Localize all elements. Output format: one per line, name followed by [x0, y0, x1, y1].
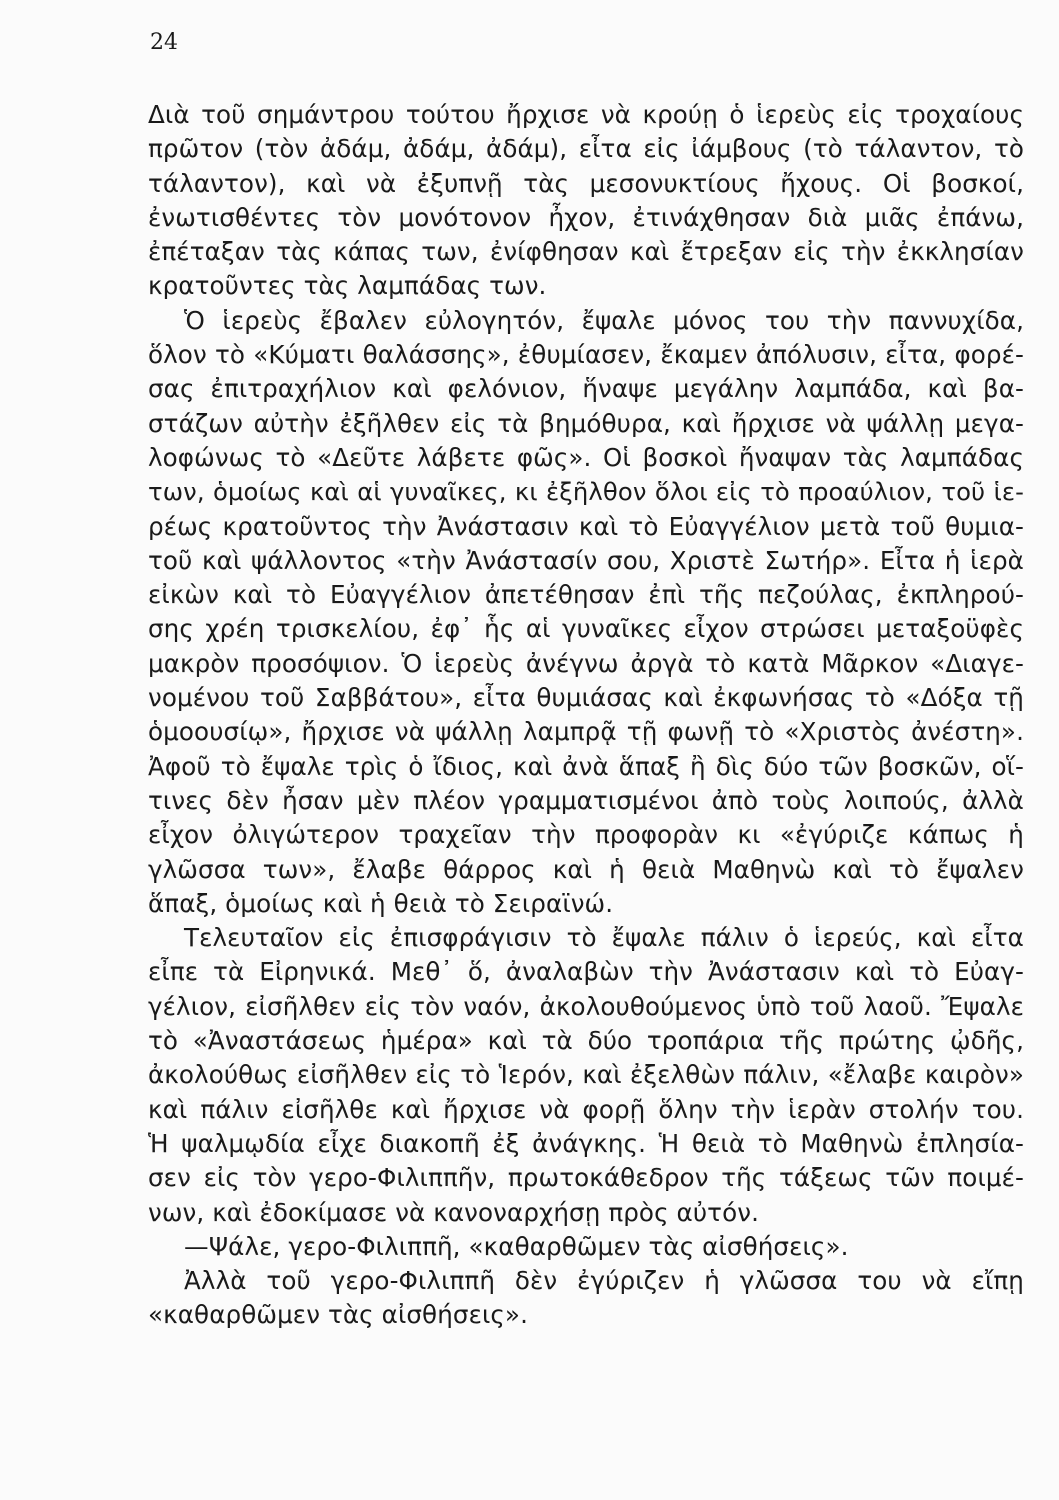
text-line: γλῶσσα των», ἔλαβε θάρρος καὶ ἡ θειὰ Μαθηνὼ καὶ τὸ ἔψαλεν	[148, 854, 1024, 884]
text-line: γέλιον, εἰσῆλθεν εἰς τὸν ναόν, ἀκολουθούμενος ὑπὸ τοῦ λαοῦ. Ἔψαλε	[148, 991, 1024, 1021]
text-line: «καθαρθῶμεν τὰς αἰσθήσεις».	[148, 1300, 528, 1330]
text-line: τινες δὲν ἦσαν μὲν πλέον γραμματισμένοι ἀπὸ τοὺς λοιπούς, ἀλλὰ	[148, 785, 1024, 815]
text-line: λοφώνως τὸ «Δεῦτε λάβετε φῶς». Οἱ βοσκοὶ ἤναψαν τὰς λαμπάδας	[148, 442, 1024, 472]
text-line: τὸ «Ἀναστάσεως ἡμέρα» καὶ τὰ δύο τροπάρια τῆς πρώτης ᾠδῆς,	[148, 1026, 1024, 1056]
page-number: 24	[150, 30, 178, 55]
text-line: στάζων αὐτὴν ἐξῆλθεν εἰς τὰ βημόθυρα, καὶ ἤρχισε νὰ ψάλλῃ μεγα-	[148, 408, 1024, 438]
text-line: ὅλον τὸ «Κύματι θαλάσσης», ἐθυμίασεν, ἔκαμεν ἀπόλυσιν, εἶτα, φορέ-	[148, 340, 1024, 370]
text-line: ἐπέταξαν τὰς κάπας των, ἐνίφθησαν καὶ ἔτρεξαν εἰς τὴν ἐκκλησίαν	[148, 237, 1024, 267]
text-line: νομένου τοῦ Σαββάτου», εἶτα θυμιάσας καὶ ἐκφωνήσας τὸ «Δόξα τῇ	[148, 683, 1024, 713]
text-line: Τελευταῖον εἰς ἐπισφράγισιν τὸ ἔψαλε πάλιν ὁ ἱερεύς, καὶ εἶτα	[184, 923, 1024, 953]
text-line: ὁμοουσίῳ», ἤρχισε νὰ ψάλλῃ λαμπρᾷ τῇ φωνῇ τὸ «Χριστὸς ἀνέστη».	[148, 717, 1024, 747]
text-line: ἀκολούθως εἰσῆλθεν εἰς τὸ Ἱερόν, καὶ ἐξελθὼν πάλιν, «ἔλαβε καιρὸν»	[148, 1060, 1024, 1090]
text-line: των, ὁμοίως καὶ αἱ γυναῖκες, κι ἐξῆλθον ὅλοι εἰς τὸ προαύλιον, τοῦ ἱε-	[148, 477, 1024, 507]
text-line: ἐνωτισθέντες τὸν μονότονον ἦχον, ἐτινάχθησαν διὰ μιᾶς ἐπάνω,	[148, 202, 1024, 232]
body-text	[148, 98, 1024, 1333]
text-line: σης χρέη τρισκελίου, ἐφ᾽ ἧς αἱ γυναῖκες εἶχον στρώσει μεταξοϋφὲς	[148, 614, 1024, 644]
text-line: τάλαντον), καὶ νὰ ἐξυπνῇ τὰς μεσονυκτίους ἤχους. Οἱ βοσκοί,	[148, 168, 1024, 198]
text-line: πρῶτον (τὸν ἀδάμ, ἀδάμ, ἀδάμ), εἶτα εἰς ἰάμβους (τὸ τάλαντον, τὸ	[148, 134, 1024, 164]
text-line: Ὁ ἱερεὺς ἔβαλεν εὐλογητόν, ἔψαλε μόνος του τὴν παννυχίδα,	[184, 305, 1024, 335]
text-line: εἰκὼν καὶ τὸ Εὐαγγέλιον ἀπετέθησαν ἐπὶ τῆς πεζούλας, ἐκπληρού-	[148, 580, 1024, 610]
text-line: Ἀφοῦ τὸ ἔψαλε τρὶς ὁ ἴδιος, καὶ ἀνὰ ἅπαξ ἢ δὶς δύο τῶν βοσκῶν, οἵ-	[148, 751, 1024, 781]
text-line: κρατοῦντες τὰς λαμπάδας των.	[148, 271, 547, 301]
text-line: νων, καὶ ἐδοκίμασε νὰ κανοναρχήσῃ πρὸς αὐτόν.	[148, 1197, 759, 1227]
text-line: εἶπε τὰ Εἰρηνικά. Μεθ᾽ ὅ, ἀναλαβὼν τὴν Ἀνάστασιν καὶ τὸ Εὐαγ-	[148, 957, 1024, 987]
text-line: Διὰ τοῦ σημάντρου τούτου ἤρχισε νὰ κρούῃ ὁ ἱερεὺς εἰς τροχαίους	[148, 100, 1024, 129]
text-line: —Ψάλε, γερο-Φιλιππῆ, «καθαρθῶμεν τὰς αἰσθήσεις».	[184, 1231, 849, 1261]
text-line: τοῦ καὶ ψάλλοντος «τὴν Ἀνάστασίν σου, Χριστὲ Σωτήρ». Εἶτα ἡ ἱερὰ	[148, 545, 1024, 575]
text-line: εἶχον ὀλιγώτερον τραχεῖαν τὴν προφορὰν κι «ἐγύριζε κάπως ἡ	[148, 820, 1024, 850]
text-line: ἅπαξ, ὁμοίως καὶ ἡ θειὰ τὸ Σειραϊνώ.	[148, 888, 614, 918]
text-line: σας ἐπιτραχήλιον καὶ φελόνιον, ἥναψε μεγάλην λαμπάδα, καὶ βα-	[148, 374, 1024, 404]
text-line: Ἡ ψαλμῳδία εἶχε διακοπῆ ἐξ ἀνάγκης. Ἡ θειὰ τὸ Μαθηνὼ ἐπλησία-	[148, 1128, 1024, 1158]
text-line: σεν εἰς τὸν γερο-Φιλιππῆν, πρωτοκάθεδρον τῆς τάξεως τῶν ποιμέ-	[148, 1163, 1024, 1193]
text-line: ρέως κρατοῦντος τὴν Ἀνάστασιν καὶ τὸ Εὐαγγέλιον μετὰ τοῦ θυμια-	[148, 511, 1024, 541]
text-line: Ἀλλὰ τοῦ γερο-Φιλιππῆ δὲν ἐγύριζεν ἡ γλῶσσα του νὰ εἴπῃ	[184, 1266, 1024, 1296]
text-line: μακρὸν προσόψιον. Ὁ ἱερεὺς ἀνέγνω ἀργὰ τὸ κατὰ Μᾶρκον «Διαγε-	[148, 648, 1024, 678]
text-line: καὶ πάλιν εἰσῆλθε καὶ ἤρχισε νὰ φορῇ ὅλην τὴν ἱερὰν στολήν του.	[148, 1094, 1024, 1124]
